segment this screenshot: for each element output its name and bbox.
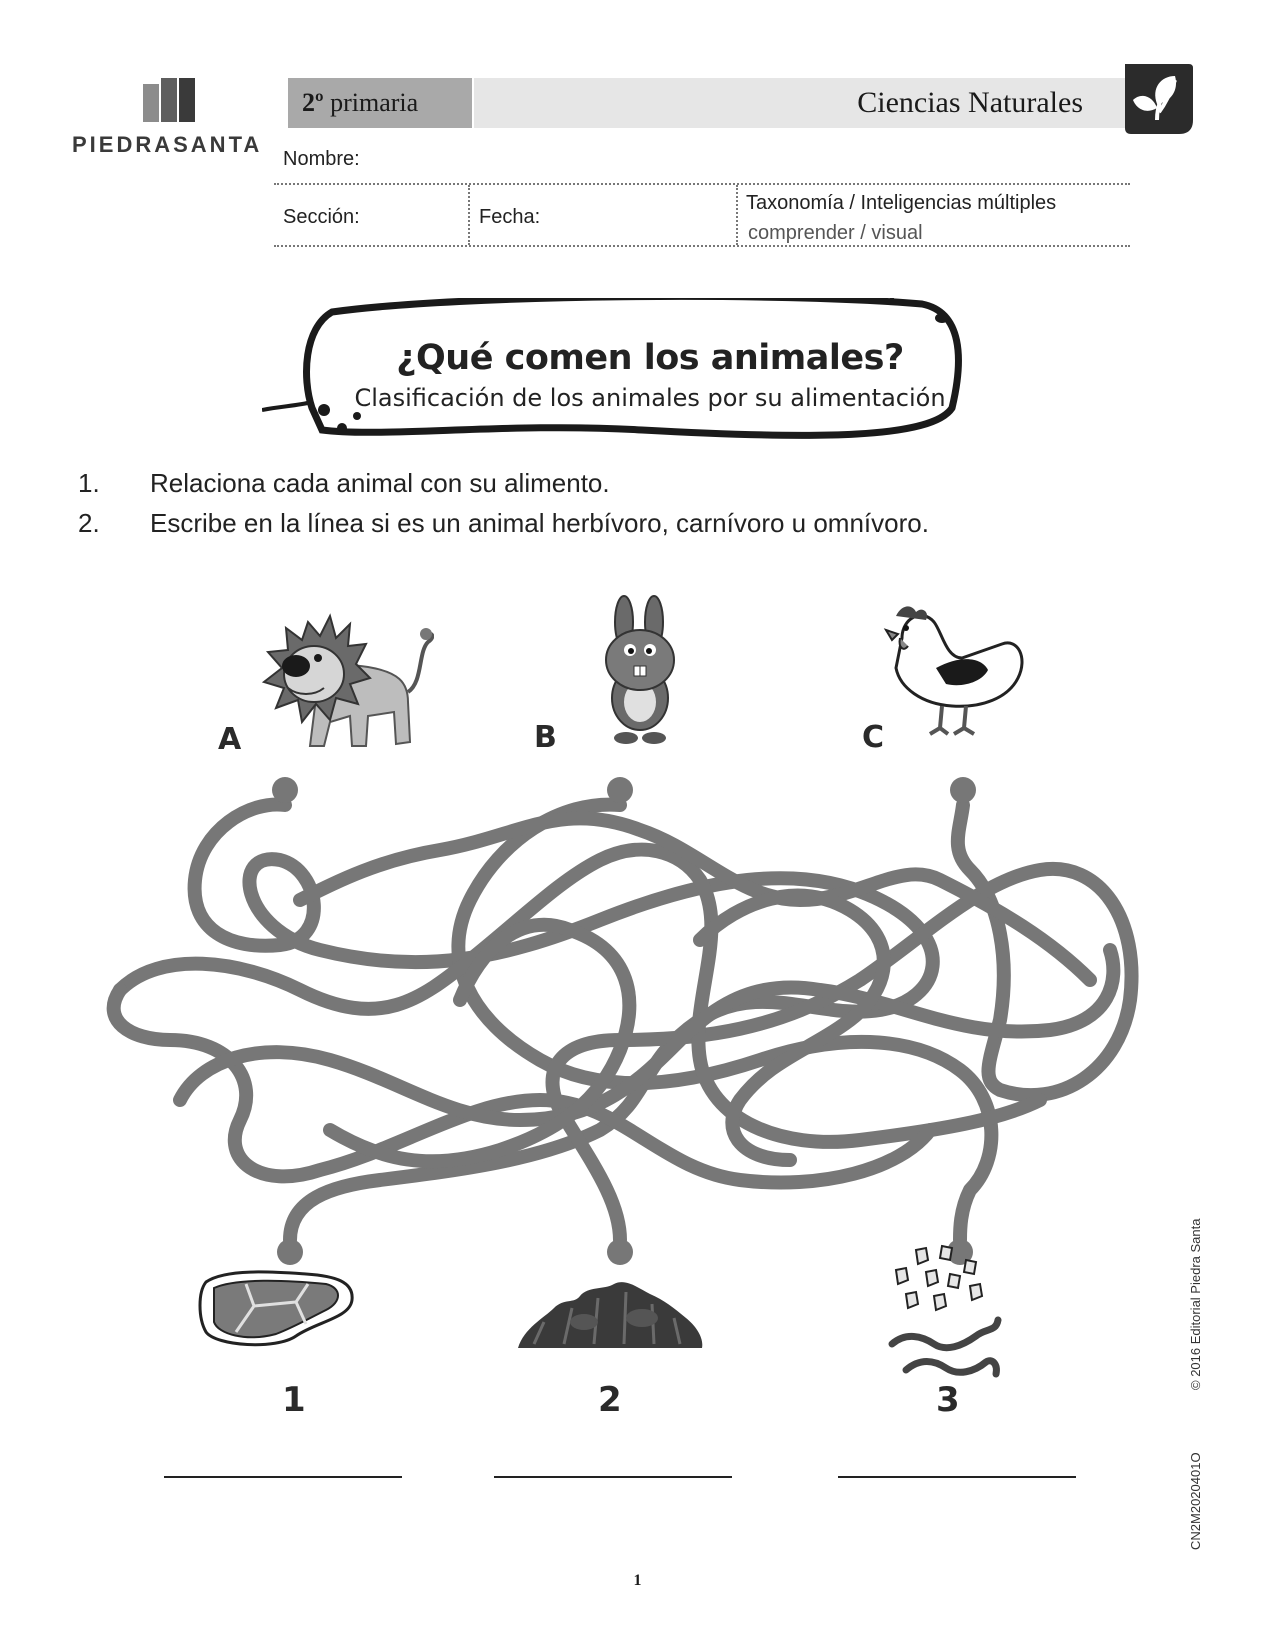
animal-letter-c: C	[862, 720, 885, 755]
page-title: ¿Qué comen los animales?	[396, 338, 904, 378]
subject-title: Ciencias Naturales	[857, 86, 1083, 119]
divider	[274, 183, 1130, 185]
divider	[736, 185, 738, 245]
divider	[468, 185, 470, 245]
logo-book-icon	[143, 76, 199, 124]
section-label: Sección:	[283, 206, 360, 228]
instruction-text: Escribe en la línea si es un animal herbívoro, carnívoro u omnívoro.	[150, 508, 929, 538]
leaf-icon	[1117, 58, 1197, 138]
answer-line-3[interactable]	[838, 1476, 1076, 1478]
food-number-3: 3	[936, 1380, 960, 1420]
food-number-2: 2	[598, 1380, 622, 1420]
publisher-logo: PIEDRASANTA	[72, 132, 263, 157]
seeds-worms-icon	[886, 1240, 1004, 1386]
food-number-1: 1	[282, 1380, 306, 1420]
answer-line-1[interactable]	[164, 1476, 402, 1478]
answer-line-2[interactable]	[494, 1476, 732, 1478]
taxonomy-title: Taxonomía / Inteligencias múltiples	[746, 192, 1057, 214]
product-code: CN2M2020401O	[1188, 1452, 1203, 1550]
title-frame	[262, 298, 1016, 468]
date-label: Fecha:	[479, 206, 541, 228]
instruction-number: 2.	[78, 508, 100, 538]
name-label: Nombre:	[283, 148, 360, 170]
grade-word: primaria	[330, 88, 419, 117]
taxonomy-value: comprender / visual	[748, 222, 923, 244]
grade-label	[288, 78, 472, 128]
page-number: 1	[633, 1572, 642, 1589]
grade-number: 2º	[302, 88, 324, 117]
page-subtitle: Clasificación de los animales por su alimentación	[354, 384, 946, 412]
instruction-text: Relaciona cada animal con su alimento.	[150, 468, 610, 498]
hen-icon	[882, 598, 1030, 744]
copyright-notice: © 2016 Editorial Piedra Santa	[1188, 1218, 1203, 1390]
animal-letter-b: B	[534, 720, 557, 755]
plants-icon	[514, 1278, 706, 1356]
instruction-number: 1.	[78, 468, 100, 498]
divider	[274, 245, 1130, 247]
animal-letter-a: A	[218, 722, 242, 757]
meat-icon	[196, 1262, 358, 1354]
rabbit-icon	[596, 594, 686, 748]
lion-icon	[258, 612, 434, 752]
